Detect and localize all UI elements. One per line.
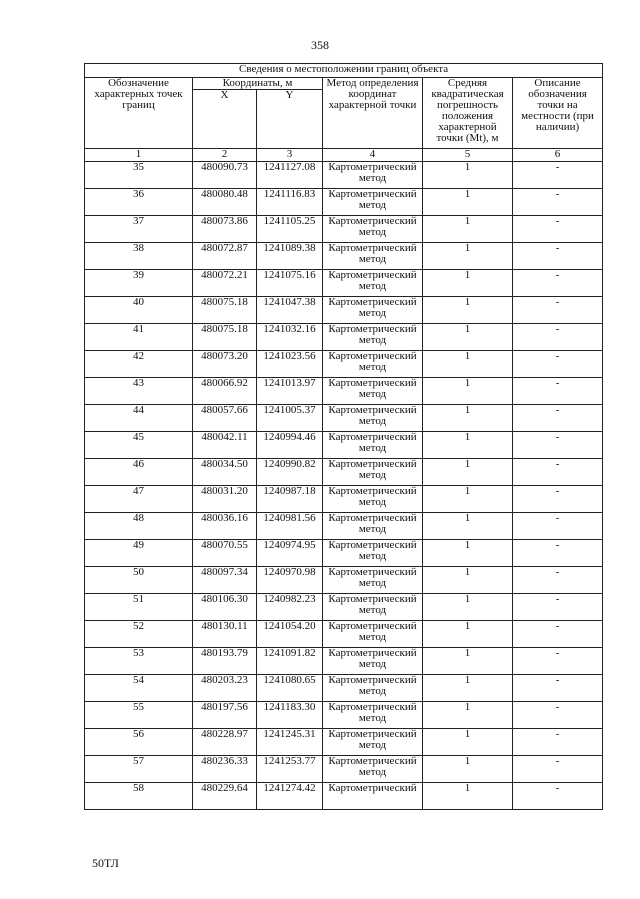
point-id-cell: 46 — [85, 459, 193, 486]
point-id-cell: 41 — [85, 324, 193, 351]
description-cell: - — [513, 324, 603, 351]
error-cell: 1 — [423, 459, 513, 486]
method-cell: Картометрический метод — [323, 648, 423, 675]
error-cell: 1 — [423, 783, 513, 810]
error-cell: 1 — [423, 189, 513, 216]
y-coordinate-cell: 1241013.97 — [257, 378, 323, 405]
y-coordinate-cell: 1241183.30 — [257, 702, 323, 729]
y-coordinate-cell: 1240994.46 — [257, 432, 323, 459]
table-row — [85, 432, 603, 459]
method-cell: Картометрический метод — [323, 729, 423, 756]
method-cell: Картометрический метод — [323, 162, 423, 189]
x-coordinate-cell: 480034.50 — [193, 459, 257, 486]
x-coordinate-cell: 480193.79 — [193, 648, 257, 675]
point-id-cell: 51 — [85, 594, 193, 621]
error-cell: 1 — [423, 567, 513, 594]
point-id-cell: 45 — [85, 432, 193, 459]
point-id-cell: 48 — [85, 513, 193, 540]
x-coordinate-cell: 480097.34 — [193, 567, 257, 594]
error-cell: 1 — [423, 756, 513, 783]
method-cell: Картометрический метод — [323, 594, 423, 621]
description-cell: - — [513, 567, 603, 594]
y-coordinate-cell: 1241032.16 — [257, 324, 323, 351]
column-number: 2 — [193, 149, 257, 162]
table-row — [85, 756, 603, 783]
header-description: Описание обозначения точки на местности (при наличии) — [513, 78, 603, 149]
error-cell: 1 — [423, 432, 513, 459]
description-cell: - — [513, 594, 603, 621]
header-y: Y — [257, 90, 323, 149]
y-coordinate-cell: 1241054.20 — [257, 621, 323, 648]
y-coordinate-cell: 1241023.56 — [257, 351, 323, 378]
header-designation: Обозначение характерных точек границ — [85, 78, 193, 149]
error-cell: 1 — [423, 540, 513, 567]
y-coordinate-cell: 1241245.31 — [257, 729, 323, 756]
table-row — [85, 729, 603, 756]
x-coordinate-cell: 480066.92 — [193, 378, 257, 405]
error-cell: 1 — [423, 297, 513, 324]
method-cell: Картометрический метод — [323, 540, 423, 567]
description-cell: - — [513, 756, 603, 783]
description-cell: - — [513, 189, 603, 216]
method-cell: Картометрический метод — [323, 324, 423, 351]
x-coordinate-cell: 480228.97 — [193, 729, 257, 756]
column-number: 5 — [423, 149, 513, 162]
method-cell: Картометрический метод — [323, 405, 423, 432]
description-cell: - — [513, 729, 603, 756]
table-row — [85, 270, 603, 297]
x-coordinate-cell: 480072.87 — [193, 243, 257, 270]
description-cell: - — [513, 297, 603, 324]
description-cell: - — [513, 675, 603, 702]
table-row — [85, 621, 603, 648]
table-row — [85, 459, 603, 486]
x-coordinate-cell: 480106.30 — [193, 594, 257, 621]
x-coordinate-cell: 480075.18 — [193, 297, 257, 324]
point-id-cell: 39 — [85, 270, 193, 297]
column-number: 6 — [513, 149, 603, 162]
method-cell: Картометрический — [323, 783, 423, 810]
method-cell: Картометрический метод — [323, 702, 423, 729]
table-row — [85, 189, 603, 216]
x-coordinate-cell: 480042.11 — [193, 432, 257, 459]
description-cell: - — [513, 459, 603, 486]
y-coordinate-cell: 1240987.18 — [257, 486, 323, 513]
method-cell: Картометрический метод — [323, 351, 423, 378]
y-coordinate-cell: 1240974.95 — [257, 540, 323, 567]
point-id-cell: 49 — [85, 540, 193, 567]
y-coordinate-cell: 1241116.83 — [257, 189, 323, 216]
header-error: Средняя квадратическая погрешность положения характерной точки (Mt), м — [423, 78, 513, 149]
y-coordinate-cell: 1241253.77 — [257, 756, 323, 783]
point-id-cell: 37 — [85, 216, 193, 243]
y-coordinate-cell: 1240990.82 — [257, 459, 323, 486]
y-coordinate-cell: 1241047.38 — [257, 297, 323, 324]
x-coordinate-cell: 480073.86 — [193, 216, 257, 243]
y-coordinate-cell: 1241105.25 — [257, 216, 323, 243]
table-row — [85, 324, 603, 351]
y-coordinate-cell: 1240970.98 — [257, 567, 323, 594]
error-cell: 1 — [423, 513, 513, 540]
x-coordinate-cell: 480072.21 — [193, 270, 257, 297]
method-cell: Картометрический метод — [323, 270, 423, 297]
point-id-cell: 57 — [85, 756, 193, 783]
point-id-cell: 42 — [85, 351, 193, 378]
method-cell: Картометрический метод — [323, 297, 423, 324]
description-cell: - — [513, 378, 603, 405]
error-cell: 1 — [423, 351, 513, 378]
error-cell: 1 — [423, 216, 513, 243]
x-coordinate-cell: 480070.55 — [193, 540, 257, 567]
x-coordinate-cell: 480073.20 — [193, 351, 257, 378]
table-row — [85, 378, 603, 405]
x-coordinate-cell: 480031.20 — [193, 486, 257, 513]
description-cell: - — [513, 648, 603, 675]
y-coordinate-cell: 1241075.16 — [257, 270, 323, 297]
table-row — [85, 702, 603, 729]
description-cell: - — [513, 783, 603, 810]
description-cell: - — [513, 270, 603, 297]
method-cell: Картометрический метод — [323, 189, 423, 216]
x-coordinate-cell: 480130.11 — [193, 621, 257, 648]
description-cell: - — [513, 513, 603, 540]
description-cell: - — [513, 405, 603, 432]
column-number: 4 — [323, 149, 423, 162]
y-coordinate-cell: 1241080.65 — [257, 675, 323, 702]
boundary-table — [84, 63, 603, 810]
column-numbers-row — [85, 149, 603, 162]
y-coordinate-cell: 1240982.23 — [257, 594, 323, 621]
description-cell: - — [513, 351, 603, 378]
x-coordinate-cell: 480057.66 — [193, 405, 257, 432]
description-cell: - — [513, 162, 603, 189]
method-cell: Картометрический метод — [323, 756, 423, 783]
description-cell: - — [513, 702, 603, 729]
y-coordinate-cell: 1240981.56 — [257, 513, 323, 540]
point-id-cell: 52 — [85, 621, 193, 648]
table-row — [85, 351, 603, 378]
method-cell: Картометрический метод — [323, 675, 423, 702]
x-coordinate-cell: 480203.23 — [193, 675, 257, 702]
error-cell: 1 — [423, 324, 513, 351]
x-coordinate-cell: 480075.18 — [193, 324, 257, 351]
y-coordinate-cell: 1241274.42 — [257, 783, 323, 810]
description-cell: - — [513, 486, 603, 513]
point-id-cell: 44 — [85, 405, 193, 432]
method-cell: Картометрический метод — [323, 216, 423, 243]
method-cell: Картометрический метод — [323, 513, 423, 540]
method-cell: Картометрический метод — [323, 486, 423, 513]
header-coordinates: Координаты, м — [193, 78, 323, 90]
x-coordinate-cell: 480236.33 — [193, 756, 257, 783]
table-body — [85, 162, 603, 810]
error-cell: 1 — [423, 729, 513, 756]
point-id-cell: 38 — [85, 243, 193, 270]
table-row — [85, 405, 603, 432]
y-coordinate-cell: 1241091.82 — [257, 648, 323, 675]
error-cell: 1 — [423, 270, 513, 297]
table-row — [85, 513, 603, 540]
table-row — [85, 567, 603, 594]
method-cell: Картометрический метод — [323, 243, 423, 270]
table-row — [85, 648, 603, 675]
description-cell: - — [513, 540, 603, 567]
footer-code: 50ТЛ — [92, 856, 119, 870]
y-coordinate-cell: 1241089.38 — [257, 243, 323, 270]
table-row — [85, 297, 603, 324]
error-cell: 1 — [423, 621, 513, 648]
method-cell: Картометрический метод — [323, 432, 423, 459]
y-coordinate-cell: 1241127.08 — [257, 162, 323, 189]
error-cell: 1 — [423, 594, 513, 621]
x-coordinate-cell: 480036.16 — [193, 513, 257, 540]
table-row — [85, 540, 603, 567]
error-cell: 1 — [423, 405, 513, 432]
table-row — [85, 594, 603, 621]
x-coordinate-cell: 480080.48 — [193, 189, 257, 216]
point-id-cell: 35 — [85, 162, 193, 189]
error-cell: 1 — [423, 675, 513, 702]
method-cell: Картометрический метод — [323, 459, 423, 486]
x-coordinate-cell: 480229.64 — [193, 783, 257, 810]
point-id-cell: 47 — [85, 486, 193, 513]
y-coordinate-cell: 1241005.37 — [257, 405, 323, 432]
method-cell: Картометрический метод — [323, 567, 423, 594]
description-cell: - — [513, 432, 603, 459]
x-coordinate-cell: 480090.73 — [193, 162, 257, 189]
table-row — [85, 783, 603, 810]
point-id-cell: 54 — [85, 675, 193, 702]
table-row — [85, 675, 603, 702]
point-id-cell: 50 — [85, 567, 193, 594]
point-id-cell: 40 — [85, 297, 193, 324]
description-cell: - — [513, 216, 603, 243]
method-cell: Картометрический метод — [323, 621, 423, 648]
point-id-cell: 55 — [85, 702, 193, 729]
method-cell: Картометрический метод — [323, 378, 423, 405]
header-x: X — [193, 90, 257, 149]
error-cell: 1 — [423, 243, 513, 270]
column-number: 1 — [85, 149, 193, 162]
description-cell: - — [513, 243, 603, 270]
table-row — [85, 162, 603, 189]
point-id-cell: 53 — [85, 648, 193, 675]
error-cell: 1 — [423, 162, 513, 189]
point-id-cell: 56 — [85, 729, 193, 756]
error-cell: 1 — [423, 648, 513, 675]
column-number: 3 — [257, 149, 323, 162]
error-cell: 1 — [423, 378, 513, 405]
description-cell: - — [513, 621, 603, 648]
point-id-cell: 43 — [85, 378, 193, 405]
table-row — [85, 216, 603, 243]
page-number: 358 — [311, 38, 329, 52]
x-coordinate-cell: 480197.56 — [193, 702, 257, 729]
error-cell: 1 — [423, 702, 513, 729]
header-method: Метод определения координат характерной точки — [323, 78, 423, 149]
table-row — [85, 243, 603, 270]
error-cell: 1 — [423, 486, 513, 513]
table-row — [85, 486, 603, 513]
point-id-cell: 36 — [85, 189, 193, 216]
point-id-cell: 58 — [85, 783, 193, 810]
table-caption: Сведения о местоположении границ объекта — [85, 64, 603, 78]
